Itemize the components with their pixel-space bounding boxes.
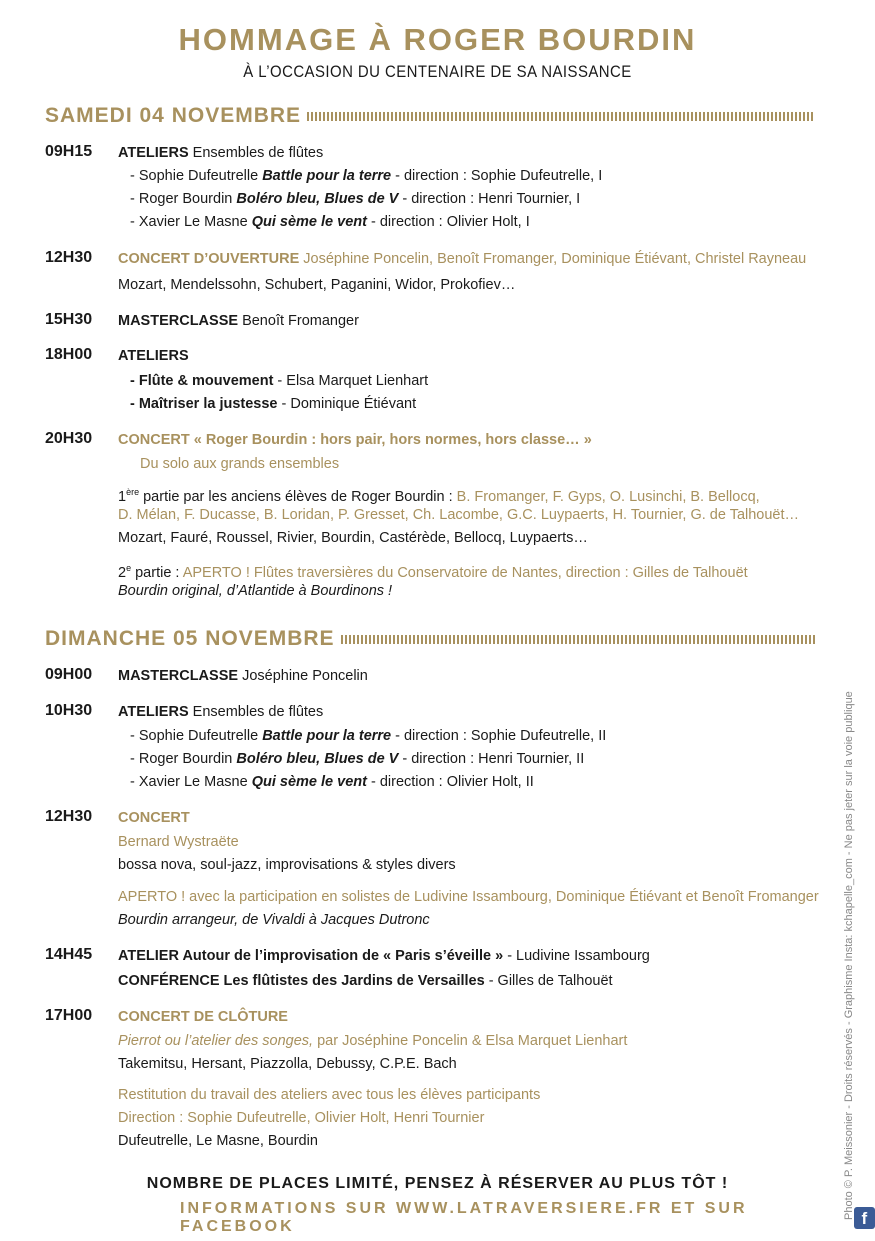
- program-line: Restitution du travail des ateliers avec tous les élèves participants: [118, 1087, 541, 1103]
- event-subtitle: Du solo aux grands ensembles: [140, 456, 340, 472]
- time-label: 15H30: [45, 311, 93, 328]
- line-part: - direction : Henri Tournier, I: [398, 191, 581, 207]
- workshop-line: [130, 771, 534, 794]
- time-label: 18H00: [45, 346, 93, 363]
- dotted-rule: [341, 635, 815, 644]
- workshop-name: - Flûte & mouvement: [130, 373, 274, 389]
- performers-line: APERTO ! avec la participation en solistes de Ludivine Issambourg, Dominique Étiévant et Benoît Fromanger: [118, 889, 819, 905]
- line-part: partie :: [131, 564, 183, 581]
- event-title: [118, 345, 189, 368]
- piece-title: Qui sème le vent: [251, 214, 367, 230]
- line-part: - direction : Olivier Holt, I: [366, 214, 530, 230]
- workshop-line: [130, 725, 606, 748]
- program-line: Direction : Sophie Dufeutrelle, Olivier Holt, Henri Tournier: [118, 1110, 485, 1126]
- ordinal-suffix: ère: [126, 487, 140, 497]
- event-label: CONCERT: [118, 810, 190, 826]
- event-detail: Autour de l’improvisation de « Paris s’éveille »: [178, 948, 504, 964]
- event-detail: - Gilles de Talhouët: [484, 973, 613, 989]
- workshop-line: [130, 370, 428, 393]
- event-label: CONCERT « Roger Bourdin : hors pair, hors normes, hors classe… »: [118, 432, 592, 448]
- event-title: [118, 807, 190, 830]
- event-title: [118, 1006, 288, 1029]
- photo-credit: Photo © P. Meissonier - Droits réservés - Graphisme Insta: kchapelle_com - Ne pas jeter sur la voie publique: [843, 691, 855, 1220]
- line-part: - Sophie Dufeutrelle: [130, 168, 263, 184]
- performer-line: Bernard Wystraëte: [118, 834, 239, 850]
- workshop-name: - Maîtriser la justesse: [130, 396, 278, 412]
- program-line: Takemitsu, Hersant, Piazzolla, Debussy, C.P.E. Bach: [118, 1056, 457, 1072]
- event-label: ATELIERS: [118, 145, 189, 161]
- workshop-line: [130, 748, 584, 771]
- page-title: HOMMAGE À ROGER BOURDIN: [178, 22, 697, 57]
- day-name: SAMEDI 04 NOVEMBRE: [45, 104, 302, 127]
- event-detail: - Ludivine Issambourg: [503, 948, 650, 964]
- event-title: [118, 429, 592, 452]
- line-part: - Elsa Marquet Lienhart: [273, 373, 429, 389]
- time-label: 14H45: [45, 946, 93, 963]
- program-line: [118, 1030, 627, 1053]
- info-line: [180, 1200, 875, 1236]
- workshop-line: [130, 188, 580, 211]
- piece-title: Qui sème le vent: [251, 774, 367, 790]
- event-label: ATELIERS: [118, 704, 189, 720]
- program-line: Mozart, Fauré, Roussel, Rivier, Bourdin, Castérède, Bellocq, Luypaerts…: [118, 530, 588, 546]
- info-text[interactable]: INFORMATIONS SUR WWW.LATRAVERSIERE.FR ET SUR FACEBOOK: [180, 1200, 748, 1235]
- performers: par Joséphine Poncelin & Elsa Marquet Lienhart: [313, 1033, 628, 1049]
- piece-title: Boléro bleu, Blues de V: [236, 191, 399, 207]
- reservation-notice: NOMBRE DE PLACES LIMITÉ, PENSEZ À RÉSERVER AU PLUS TÔT !: [146, 1175, 729, 1192]
- ordinal-number: 2: [118, 564, 127, 581]
- facebook-icon[interactable]: f: [854, 1207, 875, 1229]
- piece-title: Battle pour la terre: [262, 728, 392, 744]
- dotted-rule: [307, 112, 815, 121]
- day-header-sunday: [45, 627, 815, 651]
- event-label: CONCERT D’OUVERTURE: [118, 251, 300, 267]
- time-label: 12H30: [45, 808, 93, 825]
- event-detail: Benoît Fromanger: [238, 313, 359, 329]
- time-label: 09H00: [45, 666, 93, 683]
- program-line: Mozart, Mendelssohn, Schubert, Paganini, Widor, Prokofiev…: [118, 277, 516, 293]
- performers: B. Fromanger, F. Gyps, O. Lusinchi, B. Bellocq,: [456, 488, 760, 505]
- performers: APERTO ! Flûtes traversières du Conservatoire de Nantes, direction : Gilles de Talhouët: [182, 564, 748, 581]
- event-label: MASTERCLASSE: [118, 668, 239, 684]
- line-part: - Roger Bourdin: [130, 751, 237, 767]
- event-detail: Les flûtistes des Jardins de Versailles: [219, 973, 485, 989]
- line-part: - Xavier Le Masne: [130, 214, 252, 230]
- line-part: partie par les anciens élèves de Roger Bourdin :: [139, 488, 457, 505]
- event-label: ATELIERS: [118, 348, 189, 364]
- program-line: Dufeutrelle, Le Masne, Bourdin: [118, 1133, 318, 1149]
- time-label: 20H30: [45, 430, 93, 447]
- event-title: [118, 701, 323, 724]
- line-part: - direction : Sophie Dufeutrelle, I: [391, 168, 603, 184]
- line-part: - direction : Sophie Dufeutrelle, II: [391, 728, 607, 744]
- time-label: 17H00: [45, 1007, 93, 1024]
- event-title: [118, 665, 368, 688]
- event-detail: Ensembles de flûtes: [188, 704, 324, 720]
- event-title: [118, 310, 359, 333]
- line-part: - Dominique Étiévant: [277, 396, 417, 412]
- workshop-line: [130, 165, 602, 188]
- program-line: Bourdin original, d’Atlantide à Bourdinons !: [118, 583, 393, 599]
- time-label: 09H15: [45, 143, 93, 160]
- event-title: [118, 970, 613, 993]
- event-label: CONFÉRENCE: [118, 973, 220, 989]
- program-line: bossa nova, soul-jazz, improvisations & styles divers: [118, 857, 456, 873]
- program-line: Bourdin arrangeur, de Vivaldi à Jacques Dutronc: [118, 912, 430, 928]
- line-part: - Xavier Le Masne: [130, 774, 252, 790]
- time-label: 12H30: [45, 249, 93, 266]
- line-part: - Sophie Dufeutrelle: [130, 728, 263, 744]
- line-part: - direction : Olivier Holt, II: [366, 774, 534, 790]
- event-detail: Joséphine Poncelin: [238, 668, 368, 684]
- ordinal-suffix: e: [126, 563, 132, 573]
- day-header-saturday: [45, 104, 815, 128]
- event-label: MASTERCLASSE: [118, 313, 239, 329]
- event-detail: Ensembles de flûtes: [188, 145, 324, 161]
- piece-title: Pierrot ou l’atelier des songes,: [118, 1033, 314, 1049]
- workshop-line: [130, 211, 530, 234]
- ordinal-number: 1: [118, 488, 127, 505]
- performers-line: D. Mélan, F. Ducasse, B. Loridan, P. Gresset, Ch. Lacombe, G.C. Luypaerts, H. Tournier, G. de Talhouët…: [118, 507, 800, 523]
- event-detail: Joséphine Poncelin, Benoît Fromanger, Dominique Étiévant, Christel Rayneau: [299, 251, 807, 267]
- event-title: [118, 248, 806, 271]
- page-subtitle: À L’OCCASION DU CENTENAIRE DE SA NAISSANCE: [243, 62, 632, 81]
- day-name: DIMANCHE 05 NOVEMBRE: [45, 627, 335, 650]
- line-part: - Roger Bourdin: [130, 191, 237, 207]
- workshop-line: [130, 393, 416, 416]
- piece-title: Battle pour la terre: [262, 168, 392, 184]
- event-label: CONCERT DE CLÔTURE: [118, 1009, 288, 1025]
- event-title: [118, 945, 650, 968]
- line-part: - direction : Henri Tournier, II: [398, 751, 585, 767]
- piece-title: Boléro bleu, Blues de V: [236, 751, 399, 767]
- event-title: [118, 142, 323, 165]
- time-label: 10H30: [45, 702, 93, 719]
- event-label: ATELIER: [118, 948, 179, 964]
